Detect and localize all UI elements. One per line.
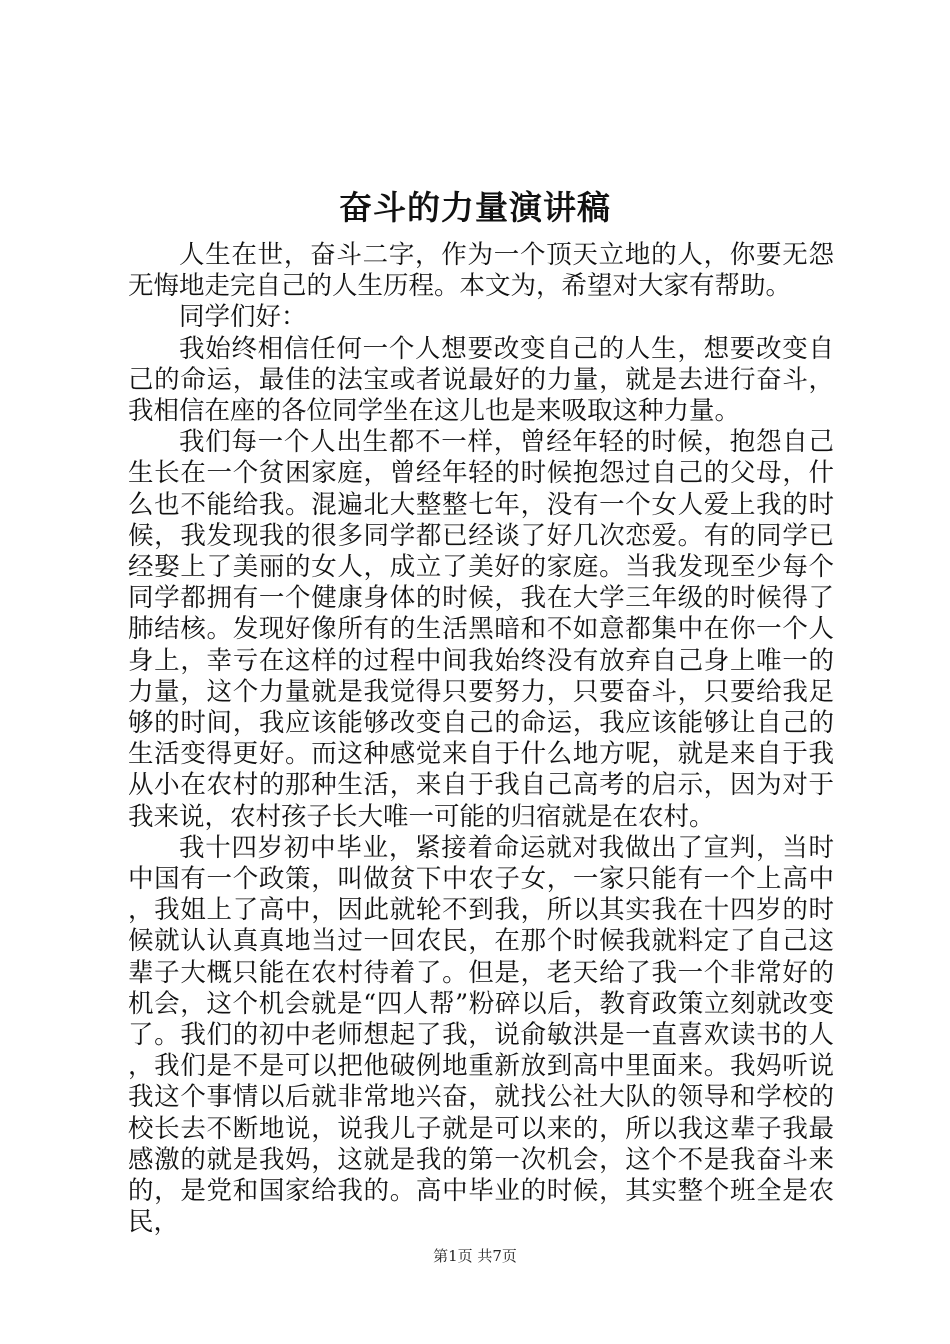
document-body bbox=[128, 240, 834, 1239]
paragraph-belief: 我始终相信任何一个人想要改变自己的人生，想要改变自己的命运，最佳的法宝或者说最好的力量，就是去进行奋斗，我相信在座的各位同学坐在这儿也是来吸取这种力量。 bbox=[128, 333, 834, 427]
paragraph-greeting: 同学们好： bbox=[179, 302, 307, 333]
page-number: 第1页 共7页 bbox=[433, 1247, 517, 1265]
paragraph-youth: 我们每一个人出生都不一样，曾经年轻的时候，抱怨自己生长在一个贫困家庭，曾经年轻的时候抱怨过自己的父母，什么也不能给我。混遍北大整整七年，没有一个女人爱上我的时候，我发现我的很多同学都已经谈了好几次恋爱。有的同学已经娶上了美丽的女人，成立了美好的家庭。当我发现至少每个同学都拥有一个健康身体的时候，我在大学三年级的时候得了肺结核。发现好像所有的生活黑暗和不如意都集中在你一个人身上，幸亏在这样的过程中间我始终没有放弃自己身上唯一的力量，这个力量就是我觉得只要努力，只要奋斗，只要给我足够的时间，我应该能够改变自己的命运，我应该能够让自己的生活变得更好。而这种感觉来自于什么地方呢，就是来自于我从小在农村的那种生活，来自于我自己高考的启示，因为对于我来说，农村孩子长大唯一可能的归宿就是在农村。 bbox=[128, 427, 834, 832]
paragraph-highschool: 我十四岁初中毕业，紧接着命运就对我做出了宣判，当时中国有一个政策，叫做贫下中农子女，一家只能有一个上高中，我姐上了高中，因此就轮不到我，所以其实我在十四岁的时候就认认真真地当过一回农民，在那个时候我就料定了自己这辈子大概只能在农村待着了。但是，老天给了我一个非常好的机会，这个机会就是“四人帮”粉碎以后，教育政策立刻就改变了。我们的初中老师想起了我，说俞敏洪是一直喜欢读书的人，我们是不是可以把他破例地重新放到高中里面来。我妈听说我这个事情以后就非常地兴奋，就找公社大队的领导和学校的校长去不断地说，说我儿子就是可以来的，所以我这辈子我最感激的就是我妈，这就是我的第一次机会，这个不是我奋斗来的，是党和国家给我的。高中毕业的时候，其实整个班全是农民， bbox=[128, 832, 834, 1238]
paragraph-intro: 人生在世，奋斗二字，作为一个顶天立地的人，你要无怨无悔地走完自己的人生历程。本文为，希望对大家有帮助。 bbox=[128, 240, 834, 302]
document-title: 奋斗的力量演讲稿 bbox=[339, 188, 611, 227]
